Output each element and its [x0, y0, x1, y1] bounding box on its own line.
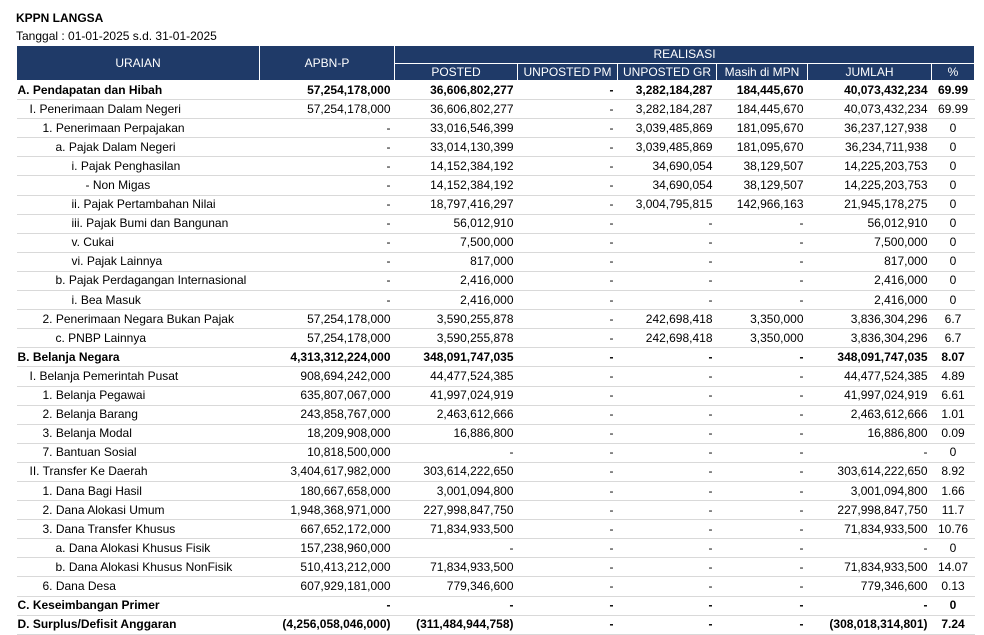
cell-posted: - — [395, 539, 518, 558]
col-header-uraian: URAIAN — [17, 46, 260, 81]
table-row — [17, 558, 975, 577]
cell-posted: - — [395, 443, 518, 462]
cell-unposted-gr: 3,004,795,815 — [618, 195, 717, 214]
row-label: 6. Dana Desa — [17, 577, 260, 596]
cell-posted: 303,614,222,650 — [395, 462, 518, 481]
cell-posted: 2,416,000 — [395, 291, 518, 310]
cell-unposted-gr: 3,282,184,287 — [618, 81, 717, 100]
cell-unposted-gr: - — [618, 520, 717, 539]
cell-pct: 0 — [932, 138, 975, 157]
row-label: 1. Belanja Pegawai — [17, 386, 260, 405]
cell-posted: 3,590,255,878 — [395, 329, 518, 348]
cell-masih-mpn: - — [717, 615, 808, 634]
cell-pct: 0.13 — [932, 577, 975, 596]
cell-apbn: - — [260, 252, 395, 271]
report-title: KPPN LANGSA — [16, 11, 104, 25]
cell-unposted-gr: - — [618, 424, 717, 443]
cell-unposted-pm: - — [518, 100, 618, 119]
cell-jumlah: 3,836,304,296 — [808, 310, 932, 329]
row-label: 7. Bantuan Sosial — [17, 443, 260, 462]
cell-pct: 0 — [932, 157, 975, 176]
table-row — [17, 501, 975, 520]
cell-unposted-gr: - — [618, 558, 717, 577]
cell-masih-mpn: - — [717, 481, 808, 500]
cell-jumlah: - — [808, 539, 932, 558]
cell-unposted-pm: - — [518, 195, 618, 214]
table-row — [17, 615, 975, 634]
row-label: b. Pajak Perdagangan Internasional — [17, 271, 260, 290]
cell-pct: 0 — [932, 119, 975, 138]
cell-unposted-pm: - — [518, 424, 618, 443]
cell-posted: 33,016,546,399 — [395, 119, 518, 138]
cell-masih-mpn: - — [717, 405, 808, 424]
table-row — [17, 520, 975, 539]
cell-jumlah: 40,073,432,234 — [808, 81, 932, 100]
cell-masih-mpn: - — [717, 271, 808, 290]
cell-apbn: - — [260, 596, 395, 615]
row-label: B. Belanja Negara — [17, 348, 260, 367]
cell-masih-mpn: - — [717, 462, 808, 481]
cell-apbn: - — [260, 214, 395, 233]
cell-jumlah: 2,463,612,666 — [808, 405, 932, 424]
cell-masih-mpn: 184,445,670 — [717, 100, 808, 119]
row-label: 2. Dana Alokasi Umum — [17, 501, 260, 520]
cell-unposted-gr: - — [618, 615, 717, 634]
table-row — [17, 214, 975, 233]
cell-jumlah: 40,073,432,234 — [808, 100, 932, 119]
row-label: a. Dana Alokasi Khusus Fisik — [17, 539, 260, 558]
cell-unposted-pm: - — [518, 138, 618, 157]
cell-unposted-pm: - — [518, 386, 618, 405]
cell-masih-mpn: 184,445,670 — [717, 81, 808, 100]
cell-unposted-gr: 3,282,184,287 — [618, 100, 717, 119]
cell-unposted-gr: - — [618, 291, 717, 310]
cell-masih-mpn: 142,966,163 — [717, 195, 808, 214]
cell-unposted-pm: - — [518, 271, 618, 290]
cell-apbn: (4,256,058,046,000) — [260, 615, 395, 634]
table-row — [17, 233, 975, 252]
cell-jumlah: 71,834,933,500 — [808, 520, 932, 539]
cell-apbn: - — [260, 271, 395, 290]
cell-unposted-pm: - — [518, 157, 618, 176]
table-row — [17, 176, 975, 195]
cell-pct: 0 — [932, 443, 975, 462]
row-label: i. Bea Masuk — [17, 291, 260, 310]
cell-unposted-gr: 34,690,054 — [618, 157, 717, 176]
cell-posted: 227,998,847,750 — [395, 501, 518, 520]
cell-apbn: 510,413,212,000 — [260, 558, 395, 577]
row-label: c. PNBP Lainnya — [17, 329, 260, 348]
cell-masih-mpn: - — [717, 596, 808, 615]
cell-unposted-gr: - — [618, 405, 717, 424]
cell-posted: 56,012,910 — [395, 214, 518, 233]
row-label: 1. Penerimaan Perpajakan — [17, 119, 260, 138]
row-label: I. Penerimaan Dalam Negeri — [17, 100, 260, 119]
cell-masih-mpn: - — [717, 577, 808, 596]
cell-unposted-gr: 3,039,485,869 — [618, 119, 717, 138]
cell-apbn: 18,209,908,000 — [260, 424, 395, 443]
cell-masih-mpn: - — [717, 233, 808, 252]
row-label: - Non Migas — [17, 176, 260, 195]
cell-unposted-pm: - — [518, 329, 618, 348]
cell-pct: 0 — [932, 176, 975, 195]
cell-apbn: 4,313,312,224,000 — [260, 348, 395, 367]
table-row — [17, 424, 975, 443]
cell-masih-mpn: 38,129,507 — [717, 176, 808, 195]
cell-jumlah: 817,000 — [808, 252, 932, 271]
table-row — [17, 252, 975, 271]
cell-apbn: 57,254,178,000 — [260, 329, 395, 348]
cell-jumlah: 36,237,127,938 — [808, 119, 932, 138]
report-date-range: Tanggal : 01-01-2025 s.d. 31-01-2025 — [16, 29, 217, 43]
table-row — [17, 329, 975, 348]
row-label: ii. Pajak Pertambahan Nilai — [17, 195, 260, 214]
cell-pct: 0 — [932, 252, 975, 271]
table-row — [17, 462, 975, 481]
cell-pct: 14.07 — [932, 558, 975, 577]
cell-unposted-pm: - — [518, 443, 618, 462]
table-body — [17, 81, 975, 635]
cell-pct: 0 — [932, 539, 975, 558]
cell-unposted-gr: - — [618, 367, 717, 386]
cell-jumlah: 16,886,800 — [808, 424, 932, 443]
cell-masih-mpn: - — [717, 214, 808, 233]
cell-unposted-gr: 3,039,485,869 — [618, 138, 717, 157]
row-label: 2. Penerimaan Negara Bukan Pajak — [17, 310, 260, 329]
cell-posted: 348,091,747,035 — [395, 348, 518, 367]
cell-pct: 4.89 — [932, 367, 975, 386]
cell-apbn: 908,694,242,000 — [260, 367, 395, 386]
row-label: 3. Dana Transfer Khusus — [17, 520, 260, 539]
cell-apbn: 57,254,178,000 — [260, 100, 395, 119]
cell-pct: 0 — [932, 195, 975, 214]
cell-posted: 41,997,024,919 — [395, 386, 518, 405]
row-label: C. Keseimbangan Primer — [17, 596, 260, 615]
cell-unposted-pm: - — [518, 233, 618, 252]
cell-posted: 18,797,416,297 — [395, 195, 518, 214]
row-label: 1. Dana Bagi Hasil — [17, 481, 260, 500]
table-row — [17, 443, 975, 462]
col-header-apbn: APBN-P — [260, 46, 395, 81]
cell-apbn: 157,238,960,000 — [260, 539, 395, 558]
cell-pct: 0 — [932, 596, 975, 615]
cell-masih-mpn: 181,095,670 — [717, 119, 808, 138]
cell-unposted-gr: - — [618, 539, 717, 558]
cell-pct: 8.92 — [932, 462, 975, 481]
cell-pct: 0 — [932, 291, 975, 310]
cell-jumlah: 21,945,178,275 — [808, 195, 932, 214]
cell-masih-mpn: - — [717, 443, 808, 462]
cell-unposted-pm: - — [518, 252, 618, 271]
cell-unposted-pm: - — [518, 348, 618, 367]
cell-jumlah: 7,500,000 — [808, 233, 932, 252]
cell-masih-mpn: - — [717, 252, 808, 271]
table-row — [17, 291, 975, 310]
cell-unposted-pm: - — [518, 539, 618, 558]
cell-jumlah: 44,477,524,385 — [808, 367, 932, 386]
row-label: vi. Pajak Lainnya — [17, 252, 260, 271]
cell-apbn: - — [260, 119, 395, 138]
cell-masih-mpn: - — [717, 558, 808, 577]
cell-masih-mpn: - — [717, 367, 808, 386]
cell-unposted-pm: - — [518, 596, 618, 615]
row-label: II. Transfer Ke Daerah — [17, 462, 260, 481]
row-label: D. Surplus/Defisit Anggaran — [17, 615, 260, 634]
cell-masih-mpn: - — [717, 291, 808, 310]
cell-unposted-pm: - — [518, 577, 618, 596]
cell-pct: 69.99 — [932, 81, 975, 100]
cell-jumlah: 14,225,203,753 — [808, 176, 932, 195]
cell-apbn: 667,652,172,000 — [260, 520, 395, 539]
cell-posted: 36,606,802,277 — [395, 81, 518, 100]
table-row — [17, 310, 975, 329]
cell-jumlah: 348,091,747,035 — [808, 348, 932, 367]
table-row — [17, 386, 975, 405]
cell-jumlah: - — [808, 443, 932, 462]
cell-pct: 6.7 — [932, 310, 975, 329]
cell-apbn: 57,254,178,000 — [260, 310, 395, 329]
cell-apbn: 57,254,178,000 — [260, 81, 395, 100]
cell-posted: 2,416,000 — [395, 271, 518, 290]
row-label: A. Pendapatan dan Hibah — [17, 81, 260, 100]
cell-posted: 779,346,600 — [395, 577, 518, 596]
row-label: i. Pajak Penghasilan — [17, 157, 260, 176]
cell-unposted-pm: - — [518, 615, 618, 634]
cell-unposted-gr: - — [618, 443, 717, 462]
cell-posted: 14,152,384,192 — [395, 157, 518, 176]
cell-unposted-gr: - — [618, 348, 717, 367]
cell-jumlah: (308,018,314,801) — [808, 615, 932, 634]
cell-posted: 71,834,933,500 — [395, 558, 518, 577]
cell-jumlah: 14,225,203,753 — [808, 157, 932, 176]
cell-pct: 7.24 — [932, 615, 975, 634]
report — [16, 9, 974, 635]
cell-pct: 10.76 — [932, 520, 975, 539]
cell-posted: 2,463,612,666 — [395, 405, 518, 424]
table-row — [17, 100, 975, 119]
cell-apbn: - — [260, 176, 395, 195]
cell-pct: 11.7 — [932, 501, 975, 520]
cell-pct: 6.61 — [932, 386, 975, 405]
table-row — [17, 577, 975, 596]
cell-pct: 69.99 — [932, 100, 975, 119]
cell-posted: 71,834,933,500 — [395, 520, 518, 539]
cell-unposted-pm: - — [518, 501, 618, 520]
table-row — [17, 157, 975, 176]
cell-posted: 3,001,094,800 — [395, 481, 518, 500]
cell-unposted-gr: 242,698,418 — [618, 329, 717, 348]
table-row — [17, 481, 975, 500]
cell-posted: 3,590,255,878 — [395, 310, 518, 329]
cell-unposted-gr: - — [618, 577, 717, 596]
cell-apbn: 635,807,067,000 — [260, 386, 395, 405]
cell-jumlah: 779,346,600 — [808, 577, 932, 596]
cell-unposted-gr: - — [618, 481, 717, 500]
row-label: I. Belanja Pemerintah Pusat — [17, 367, 260, 386]
cell-masih-mpn: - — [717, 424, 808, 443]
cell-posted: 33,014,130,399 — [395, 138, 518, 157]
col-header-masih-mpn: Masih di MPN — [717, 64, 808, 81]
table-row — [17, 539, 975, 558]
cell-jumlah: 303,614,222,650 — [808, 462, 932, 481]
cell-unposted-pm: - — [518, 310, 618, 329]
cell-pct: 1.66 — [932, 481, 975, 500]
cell-posted: 7,500,000 — [395, 233, 518, 252]
cell-pct: 8.07 — [932, 348, 975, 367]
cell-unposted-gr: - — [618, 252, 717, 271]
cell-posted: 36,606,802,277 — [395, 100, 518, 119]
cell-posted: - — [395, 596, 518, 615]
cell-unposted-gr: - — [618, 386, 717, 405]
cell-masih-mpn: - — [717, 520, 808, 539]
cell-apbn: - — [260, 291, 395, 310]
cell-masih-mpn: - — [717, 386, 808, 405]
cell-jumlah: 56,012,910 — [808, 214, 932, 233]
cell-unposted-gr: - — [618, 462, 717, 481]
table-row — [17, 348, 975, 367]
cell-masih-mpn: 38,129,507 — [717, 157, 808, 176]
cell-apbn: 243,858,767,000 — [260, 405, 395, 424]
cell-masih-mpn: - — [717, 501, 808, 520]
cell-unposted-gr: - — [618, 233, 717, 252]
cell-apbn: - — [260, 195, 395, 214]
cell-unposted-pm: - — [518, 367, 618, 386]
col-header-posted: POSTED — [395, 64, 518, 81]
cell-unposted-pm: - — [518, 405, 618, 424]
col-header-unposted-pm: UNPOSTED PM — [518, 64, 618, 81]
table-row — [17, 195, 975, 214]
table-row — [17, 596, 975, 615]
cell-apbn: - — [260, 233, 395, 252]
table-row — [17, 119, 975, 138]
cell-jumlah: 3,836,304,296 — [808, 329, 932, 348]
cell-masih-mpn: 3,350,000 — [717, 329, 808, 348]
table-row — [17, 405, 975, 424]
row-label: v. Cukai — [17, 233, 260, 252]
cell-pct: 0 — [932, 214, 975, 233]
cell-unposted-gr: - — [618, 596, 717, 615]
row-label: 2. Belanja Barang — [17, 405, 260, 424]
cell-unposted-pm: - — [518, 481, 618, 500]
cell-unposted-pm: - — [518, 81, 618, 100]
cell-apbn: 1,948,368,971,000 — [260, 501, 395, 520]
cell-jumlah: 71,834,933,500 — [808, 558, 932, 577]
cell-posted: 16,886,800 — [395, 424, 518, 443]
cell-apbn: 10,818,500,000 — [260, 443, 395, 462]
cell-posted: 14,152,384,192 — [395, 176, 518, 195]
cell-unposted-pm: - — [518, 214, 618, 233]
cell-jumlah: 41,997,024,919 — [808, 386, 932, 405]
cell-unposted-pm: - — [518, 119, 618, 138]
table-row — [17, 271, 975, 290]
cell-apbn: 607,929,181,000 — [260, 577, 395, 596]
cell-unposted-gr: - — [618, 271, 717, 290]
cell-unposted-gr: - — [618, 214, 717, 233]
cell-apbn: - — [260, 138, 395, 157]
cell-posted: (311,484,944,758) — [395, 615, 518, 634]
cell-jumlah: 36,234,711,938 — [808, 138, 932, 157]
cell-masih-mpn: - — [717, 539, 808, 558]
col-header-pct: % — [932, 64, 975, 81]
realisasi-table — [16, 45, 975, 635]
cell-unposted-pm: - — [518, 558, 618, 577]
cell-pct: 0 — [932, 233, 975, 252]
cell-jumlah: 2,416,000 — [808, 271, 932, 290]
row-label: 3. Belanja Modal — [17, 424, 260, 443]
cell-unposted-pm: - — [518, 462, 618, 481]
cell-unposted-pm: - — [518, 176, 618, 195]
cell-pct: 0 — [932, 271, 975, 290]
table-row — [17, 138, 975, 157]
cell-masih-mpn: - — [717, 348, 808, 367]
row-label: b. Dana Alokasi Khusus NonFisik — [17, 558, 260, 577]
cell-masih-mpn: 3,350,000 — [717, 310, 808, 329]
cell-unposted-gr: 242,698,418 — [618, 310, 717, 329]
col-header-unposted-gr: UNPOSTED GR — [618, 64, 717, 81]
cell-jumlah: 227,998,847,750 — [808, 501, 932, 520]
cell-masih-mpn: 181,095,670 — [717, 138, 808, 157]
cell-jumlah: 3,001,094,800 — [808, 481, 932, 500]
cell-unposted-pm: - — [518, 291, 618, 310]
col-header-realisasi: REALISASI — [395, 46, 975, 64]
cell-posted: 817,000 — [395, 252, 518, 271]
col-header-jumlah: JUMLAH — [808, 64, 932, 81]
cell-unposted-pm: - — [518, 520, 618, 539]
cell-unposted-gr: - — [618, 501, 717, 520]
cell-apbn: - — [260, 157, 395, 176]
cell-jumlah: 2,416,000 — [808, 291, 932, 310]
cell-jumlah: - — [808, 596, 932, 615]
cell-unposted-gr: 34,690,054 — [618, 176, 717, 195]
cell-pct: 6.7 — [932, 329, 975, 348]
cell-apbn: 180,667,658,000 — [260, 481, 395, 500]
cell-apbn: 3,404,617,982,000 — [260, 462, 395, 481]
cell-posted: 44,477,524,385 — [395, 367, 518, 386]
row-label: a. Pajak Dalam Negeri — [17, 138, 260, 157]
table-row — [17, 367, 975, 386]
cell-pct: 0.09 — [932, 424, 975, 443]
table-row — [17, 81, 975, 100]
row-label: iii. Pajak Bumi dan Bangunan — [17, 214, 260, 233]
cell-pct: 1.01 — [932, 405, 975, 424]
